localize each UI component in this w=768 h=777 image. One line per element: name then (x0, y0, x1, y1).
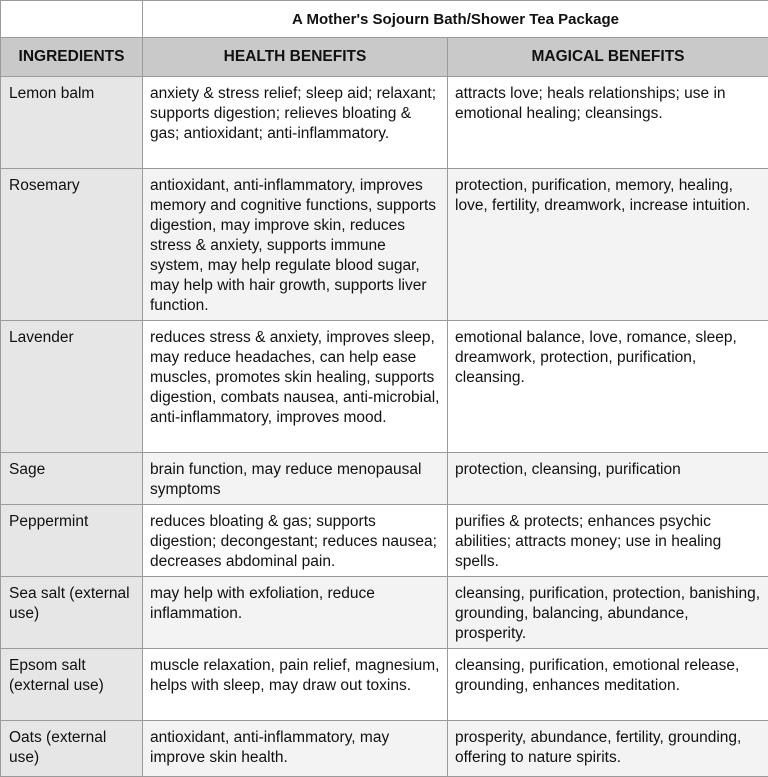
magical-cell: attracts love; heals relationships; use in emotional healing; cleansings. (448, 77, 768, 169)
ingredient-cell: Peppermint (1, 505, 143, 577)
magical-cell: prosperity, abundance, fertility, grounding, offering to nature spirits. (448, 721, 768, 777)
magical-cell: emotional balance, love, romance, sleep, dreamwork, protection, purification, cleansing. (448, 321, 768, 453)
health-cell: brain function, may reduce menopausal symptoms (143, 453, 448, 505)
header-ingredients: INGREDIENTS (1, 38, 143, 77)
table-row (1, 649, 768, 721)
ingredient-cell: Oats (external use) (1, 721, 143, 777)
magical-cell: cleansing, purification, emotional release, grounding, enhances meditation. (448, 649, 768, 721)
magical-cell: cleansing, purification, protection, banishing, grounding, balancing, abundance, prosperity. (448, 577, 768, 649)
ingredient-cell: Sea salt (external use) (1, 577, 143, 649)
health-cell: reduces stress & anxiety, improves sleep, may reduce headaches, can help ease muscles, promotes skin healing, supports digestion, combats nausea, anti-microbial, anti-inflammatory, improves mood. (143, 321, 448, 453)
table-row (1, 453, 768, 505)
header-health-benefits: HEALTH BENEFITS (143, 38, 448, 77)
health-cell: antioxidant, anti-inflammatory, may improve skin health. (143, 721, 448, 777)
health-cell: antioxidant, anti-inflammatory, improves memory and cognitive functions, supports digestion, may improve skin, reduces stress & anxiety, supports immune system, may help regulate blood sugar, may help with hair growth, supports liver function. (143, 169, 448, 321)
table-title: A Mother's Sojourn Bath/Shower Tea Package (143, 1, 768, 38)
health-cell: anxiety & stress relief; sleep aid; relaxant; supports digestion; relieves bloating & gas; antioxidant; anti-inflammatory. (143, 77, 448, 169)
table-row (1, 321, 768, 453)
table-row (1, 77, 768, 169)
title-blank-cell (1, 1, 143, 38)
header-magical-benefits: MAGICAL BENEFITS (448, 38, 768, 77)
ingredient-cell: Lavender (1, 321, 143, 453)
ingredient-cell: Lemon balm (1, 77, 143, 169)
table-row (1, 505, 768, 577)
health-cell: reduces bloating & gas; supports digestion; decongestant; reduces nausea; decreases abdominal pain. (143, 505, 448, 577)
header-row (1, 38, 768, 77)
magical-cell: protection, purification, memory, healing, love, fertility, dreamwork, increase intuition. (448, 169, 768, 321)
health-cell: may help with exfoliation, reduce inflammation. (143, 577, 448, 649)
table-row (1, 721, 768, 777)
ingredient-cell: Epsom salt (external use) (1, 649, 143, 721)
ingredient-cell: Sage (1, 453, 143, 505)
health-cell: muscle relaxation, pain relief, magnesium, helps with sleep, may draw out toxins. (143, 649, 448, 721)
magical-cell: purifies & protects; enhances psychic abilities; attracts money; use in healing spells. (448, 505, 768, 577)
table-row (1, 169, 768, 321)
title-row (1, 1, 768, 38)
table-row (1, 577, 768, 649)
magical-cell: protection, cleansing, purification (448, 453, 768, 505)
ingredient-cell: Rosemary (1, 169, 143, 321)
